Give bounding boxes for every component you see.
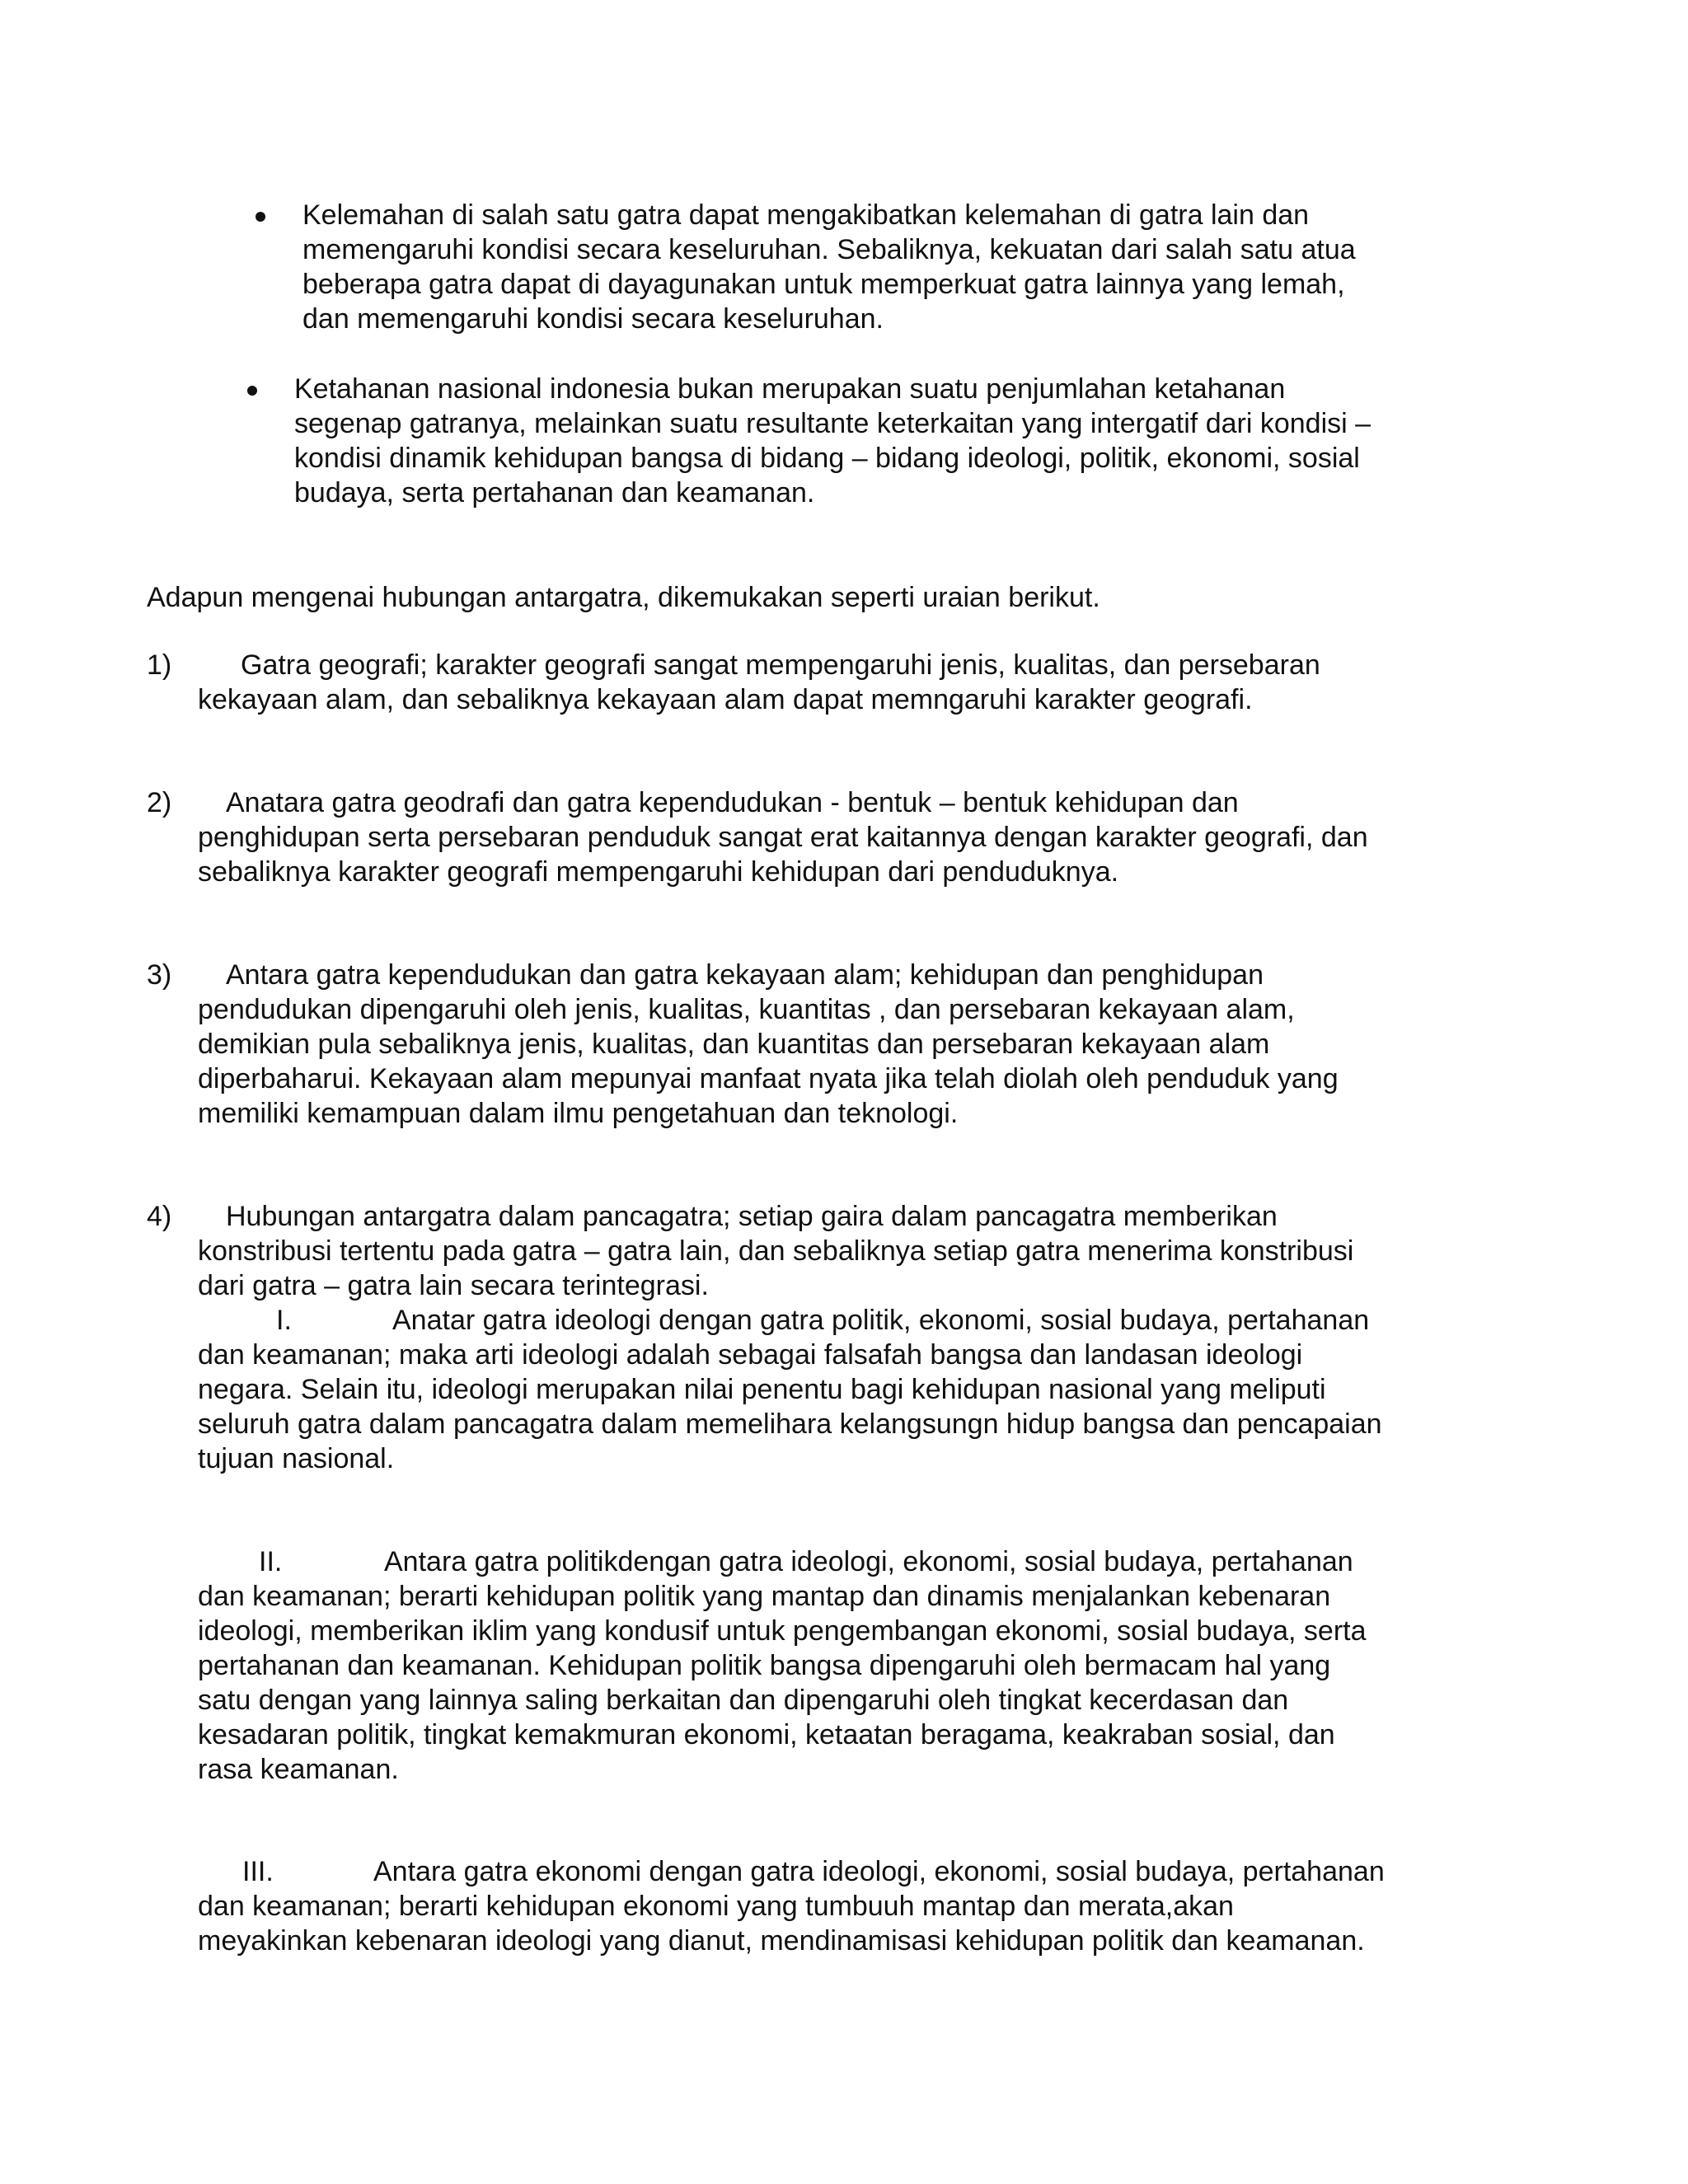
text-line: rasa keamanan. bbox=[198, 1754, 399, 1785]
list-item bbox=[198, 785, 1368, 889]
text-line: Antara gatra politikdengan gatra ideologi, ekonomi, sosial budaya, pertahanan bbox=[384, 1546, 1353, 1577]
text-line: tujuan nasional. bbox=[198, 1443, 395, 1474]
bullet-dot bbox=[256, 212, 265, 222]
text-line: kondisi dinamik kehidupan bangsa di bidang – bidang ideologi, politik, ekonomi, sosial bbox=[294, 443, 1360, 474]
list-marker: 4) bbox=[147, 1201, 172, 1232]
text-line: Antara gatra kependudukan dan gatra kekayaan alam; kehidupan dan penghidupan bbox=[226, 959, 1264, 991]
roman-marker: III. bbox=[242, 1856, 274, 1887]
text-line: beberapa gatra dapat di dayagunakan untuk memperkuat gatra lainnya yang lemah, bbox=[302, 269, 1345, 300]
text-line: pertahanan dan keamanan. Kehidupan politik bangsa dipengaruhi oleh bermacam hal yang bbox=[198, 1650, 1331, 1681]
text-line: diperbaharui. Kekayaan alam mepunyai manfaat nyata jika telah diolah oleh penduduk yang bbox=[198, 1063, 1339, 1094]
bullet-dot bbox=[247, 386, 257, 396]
text-line: Kelemahan di salah satu gatra dapat mengakibatkan kelemahan di gatra lain dan bbox=[302, 199, 1310, 231]
roman-marker: II. bbox=[259, 1546, 283, 1577]
list-item bbox=[198, 1199, 1353, 1303]
text-line: demikian pula sebaliknya jenis, kualitas, dan kuantitas dan persebaran kekayaan alam bbox=[198, 1029, 1270, 1060]
text-line: kekayaan alam, dan sebaliknya kekayaan alam dapat memngaruhi karakter geografi. bbox=[198, 684, 1253, 715]
text-line: penghidupan serta persebaran penduduk sangat erat kaitannya dengan karakter geografi, dan bbox=[198, 822, 1368, 853]
roman-marker: I. bbox=[276, 1305, 292, 1336]
text-line: Gatra geografi; karakter geografi sangat mempengaruhi jenis, kualitas, dan persebaran bbox=[241, 649, 1320, 681]
text-line: kesadaran politik, tingkat kemakmuran ekonomi, ketaatan beragama, keakraban sosial, dan bbox=[198, 1719, 1335, 1750]
list-marker: 1) bbox=[147, 649, 172, 681]
text-line: satu dengan yang lainnya saling berkaitan dan dipengaruhi oleh tingkat kecerdasan dan bbox=[198, 1685, 1289, 1716]
text-line: negara. Selain itu, ideologi merupakan nilai penentu bagi kehidupan nasional yang meliputi bbox=[198, 1374, 1326, 1405]
roman-item bbox=[198, 1854, 1385, 1958]
text-line: seluruh gatra dalam pancagatra dalam memelihara kelangsungn hidup bangsa dan pencapaian bbox=[198, 1408, 1382, 1440]
list-item bbox=[198, 648, 1320, 717]
list-marker: 2) bbox=[147, 787, 172, 818]
text-line: dari gatra – gatra lain secara terintegrasi. bbox=[198, 1270, 709, 1301]
text-line: dan keamanan; berarti kehidupan politik yang mantap dan dinamis menjalankan kebenaran bbox=[198, 1581, 1331, 1612]
text-line: pendudukan dipengaruhi oleh jenis, kualitas, kuantitas , dan persebaran kekayaan alam, bbox=[198, 994, 1295, 1025]
text-line: memiliki kemampuan dalam ilmu pengetahuan dan teknologi. bbox=[198, 1098, 959, 1129]
roman-item bbox=[198, 1544, 1367, 1787]
text-line: sebaliknya karakter geografi mempengaruhi kehidupan dari penduduknya. bbox=[198, 856, 1119, 888]
text-line: dan keamanan; berarti kehidupan ekonomi yang tumbuuh mantap dan merata,akan bbox=[198, 1891, 1234, 1922]
text-line: Ketahanan nasional indonesia bukan merupakan suatu penjumlahan ketahanan bbox=[294, 373, 1286, 405]
text-line: dan memengaruhi kondisi secara keseluruhan. bbox=[302, 303, 884, 335]
text-line: Antara gatra ekonomi dengan gatra ideologi, ekonomi, sosial budaya, pertahanan bbox=[373, 1856, 1385, 1887]
text-line: segenap gatranya, melainkan suatu resultante keterkaitan yang intergatif dari kondisi – bbox=[294, 408, 1372, 439]
bullet-paragraph bbox=[294, 372, 1371, 510]
text-line: konstribusi tertentu pada gatra – gatra lain, dan sebaliknya setiap gatra menerima konstribusi bbox=[198, 1235, 1354, 1267]
text-line: budaya, serta pertahanan dan keamanan. bbox=[294, 477, 815, 509]
text-line: Adapun mengenai hubungan antargatra, dikemukakan seperti uraian berikut. bbox=[147, 582, 1100, 613]
bullet-paragraph bbox=[302, 198, 1356, 336]
text-line: ideologi, memberikan iklim yang kondusif untuk pengembangan ekonomi, sosial budaya, serta bbox=[198, 1615, 1367, 1647]
text-line: Hubungan antargatra dalam pancagatra; setiap gaira dalam pancagatra memberikan bbox=[226, 1201, 1278, 1232]
text-line: Anatara gatra geodrafi dan gatra kependudukan - bentuk – bentuk kehidupan dan bbox=[226, 787, 1239, 818]
text-line: Anatar gatra ideologi dengan gatra politik, ekonomi, sosial budaya, pertahanan bbox=[392, 1305, 1370, 1336]
text-line: memengaruhi kondisi secara keseluruhan. Sebaliknya, kekuatan dari salah satu atua bbox=[302, 234, 1356, 265]
list-marker: 3) bbox=[147, 959, 172, 991]
list-item bbox=[198, 958, 1339, 1131]
text-line: dan keamanan; maka arti ideologi adalah sebagai falsafah bangsa dan landasan ideologi bbox=[198, 1339, 1303, 1371]
intro-paragraph bbox=[147, 580, 1100, 615]
roman-item bbox=[198, 1303, 1382, 1476]
text-line: meyakinkan kebenaran ideologi yang dianut, mendinamisasi kehidupan politik dan keamanan. bbox=[198, 1925, 1365, 1957]
